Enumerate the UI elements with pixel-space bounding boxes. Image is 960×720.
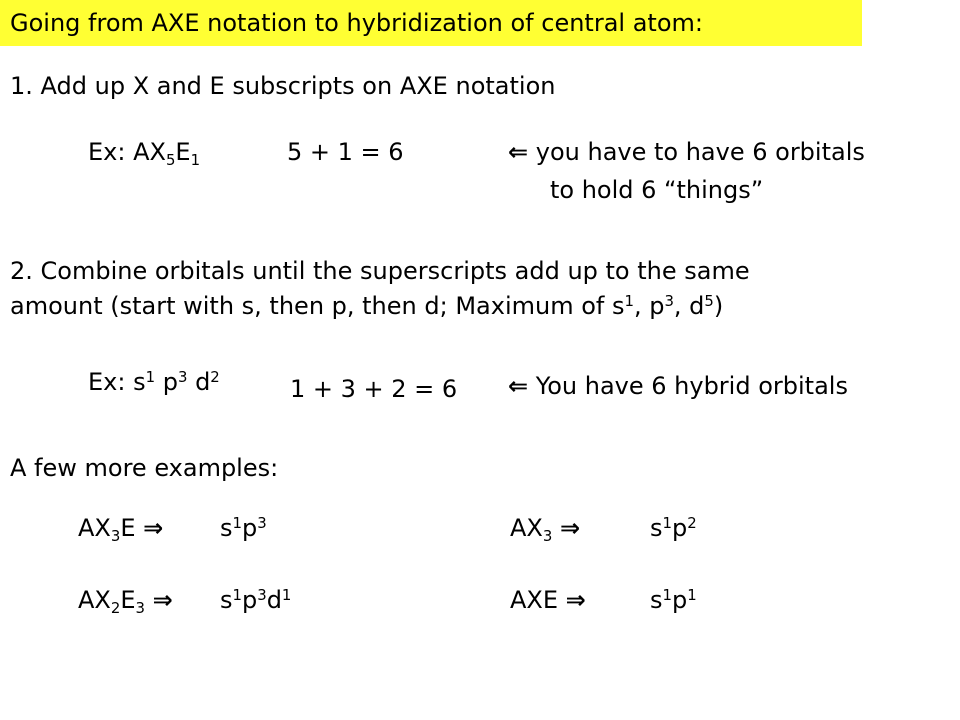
more-examples-heading: A few more examples: [10,454,279,482]
page-title: Going from AXE notation to hybridization of central atom: [10,9,703,37]
step1-equation: 5 + 1 = 6 [287,138,404,166]
example-hybrid: $s^1p^1$ [650,585,697,614]
arrow-left-icon: ⇐ [508,372,529,400]
step1-note-line2: to hold 6 “things” [550,176,764,204]
step2-line1: 2. Combine orbitals until the superscripts add up to the same [10,257,750,285]
example-axe: $AX_3E$ ⇒ [78,514,164,546]
example-hybrid: $s^1p^2$ [650,513,697,542]
example-axe: $AX_3$ ⇒ [510,514,581,546]
arrow-right-icon: ⇒ [152,586,173,614]
step2-line2: amount (start with s, then p, then d; Maximum of $s^1$, $p^3$, $d^5$) [10,291,724,320]
step1-note [508,136,865,168]
orbital-formula: $s^1$ $p^3$ $d^2$ [133,367,220,396]
example-axe: AXE ⇒ [510,586,586,614]
step1-note-line1: you have to have 6 orbitals [535,138,865,166]
arrow-right-icon: ⇒ [565,586,586,614]
arrow-right-icon: ⇒ [143,514,164,542]
axe-formula: $AX_5E_1$ [133,138,201,170]
step2-example [88,366,220,398]
step2-note [508,370,848,402]
example-label: Ex: [88,138,126,166]
example-hybrid: $s^1p^3d^1$ [220,585,292,614]
step2-note-text: You have 6 hybrid orbitals [535,372,848,400]
example-axe: $AX_2E_3$ ⇒ [78,586,173,618]
step1-text: 1. Add up X and E subscripts on AXE notation [10,72,556,100]
example-hybrid: $s^1p^3$ [220,513,267,542]
step2-equation: 1 + 3 + 2 = 6 [290,375,458,403]
step1-example [88,136,200,168]
arrow-left-icon: ⇐ [508,138,529,166]
example-label: Ex: [88,368,126,396]
arrow-right-icon: ⇒ [559,514,581,542]
